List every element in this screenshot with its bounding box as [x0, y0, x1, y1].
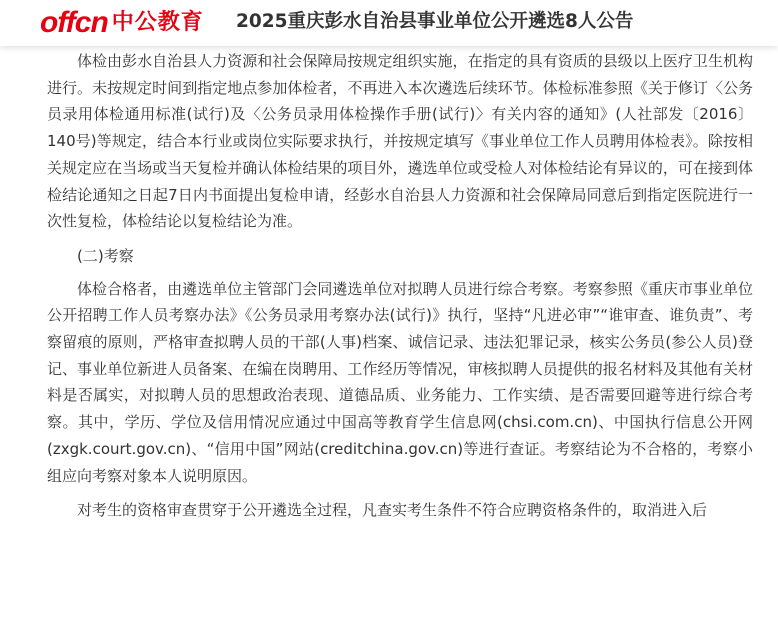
paragraph-inspection: 体检合格者，由遴选单位主管部门会同遴选单位对拟聘人员进行综合考察。考察参照《重庆市事业单位公开招聘工作人员考察办法》《公务员录用考察办法(试行)》执行，坚持“凡进必审”“谁审查、谁负责”、考察留痕的原则，严格审查拟聘人员的干部(人事)档案、诚信记录、违法犯罪记录，核实公务员(参公人员)登记、事业单位新进人员备案、在编在岗聘用、工作经历等情况，审核拟聘人员提供的报名材料及其他有关材料是否属实，对拟聘人员的思想政治表现、道德品质、业务能力、工作实绩、是否需要回避等进行综合考察。其中，学历、学位及信用情况应通过中国高等教育学生信息网(chsi.com.cn)、中国执行信息公开网(zxgk.court.gov.cn)、“信用中国”网站(creditchina.gov.cn)等进行查证。考察结论为不合格的，考察小组应向考察对象本人说明原因。 [47, 279, 753, 485]
site-header [0, 0, 778, 46]
logo-text-cn: 中公教育 [111, 10, 204, 35]
page-title: 2025重庆彭水自治县事业单位公开遴选8人公告 [236, 11, 634, 32]
logo-text-en: offcn [40, 6, 108, 39]
section-heading-inspection: (二)考察 [77, 246, 134, 265]
paragraph-physical-exam: 体检由彭水自治县人力资源和社会保障局按规定组织实施，在指定的具有资质的县级以上医疗卫生机构进行。未按规定时间到指定地点参加体检者，不再进入本次遴选后续环节。体检标准参照《关于修订〈公务员录用体检通用标准(试行)及〈公务员录用体检操作手册(试行)〉有关内容的通知》(人社部发〔2016〕140号)等规定，结合本行业或岗位实际要求执行，并按规定填写《事业单位工作人员聘用体检表》。除按相关规定应在当场或当天复检并确认体检结果的项目外，遴选单位或受检人对体检结论有异议的，可在接到体检结论通知之日起7日内书面提出复检申请，经彭水自治县人力资源和社会保障局同意后到指定医院进行一次性复检，体检结论以复检结论为准。 [47, 52, 753, 231]
offcn-logo[interactable] [40, 6, 204, 40]
paragraph-qualification-review: 对考生的资格审查贯穿于公开遴选全过程，凡查实考生条件不符合应聘资格条件的，取消进入后 [77, 501, 708, 520]
article-body [47, 48, 753, 532]
